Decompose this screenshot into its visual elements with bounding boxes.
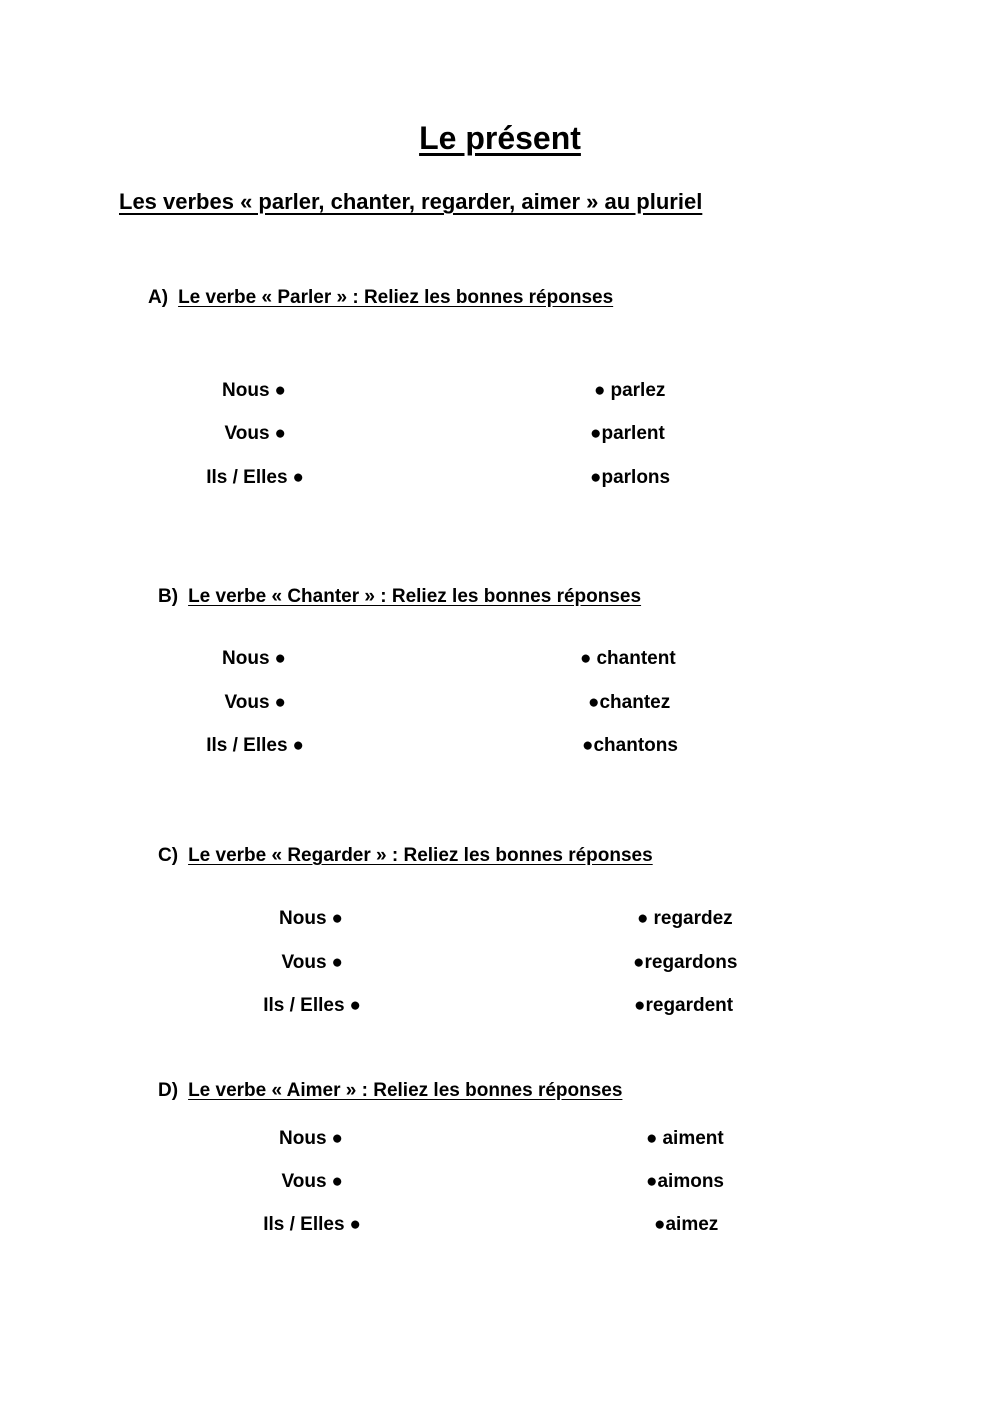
bullet-dot: ● — [582, 735, 594, 756]
answer-item[interactable] — [646, 1128, 724, 1150]
section-c-heading — [158, 845, 653, 867]
answer-label: aiment — [662, 1128, 724, 1149]
bullet-dot: ● — [646, 1171, 658, 1192]
bullet-dot: ● — [646, 1128, 658, 1149]
bullet-dot: ● — [274, 648, 286, 669]
answer-item[interactable] — [580, 648, 676, 670]
bullet-dot: ● — [633, 952, 645, 973]
answer-label: chantons — [593, 735, 678, 756]
answer-label: parlons — [601, 467, 671, 488]
page-title: Le présent — [419, 120, 581, 156]
bullet-dot: ● — [331, 1171, 343, 1192]
bullet-dot: ● — [637, 908, 649, 929]
answer-label: regardons — [644, 952, 738, 973]
section-letter: D) — [158, 1080, 179, 1101]
answer-label: regardent — [645, 995, 734, 1016]
answer-item[interactable] — [654, 1214, 718, 1236]
answer-label: aimez — [665, 1214, 719, 1235]
bullet-dot: ● — [594, 380, 606, 401]
pronoun-item[interactable] — [263, 1214, 361, 1236]
answer-item[interactable] — [590, 423, 665, 445]
answer-label: parlez — [610, 380, 666, 401]
section-heading-text: Le verbe « Chanter » : Reliez les bonnes réponses — [188, 586, 642, 607]
section-heading-text: Le verbe « Regarder » : Reliez les bonnes réponses — [188, 845, 653, 866]
section-d-heading — [158, 1080, 622, 1102]
bullet-dot: ● — [634, 995, 646, 1016]
pronoun-label: Nous — [279, 1128, 327, 1149]
bullet-dot: ● — [292, 735, 304, 756]
answer-item[interactable] — [582, 735, 678, 757]
pronoun-item[interactable] — [224, 423, 286, 445]
pronoun-item[interactable] — [281, 1171, 343, 1193]
pronoun-label: Vous — [224, 692, 270, 713]
answer-item[interactable] — [646, 1171, 724, 1193]
section-heading-text: Le verbe « Aimer » : Reliez les bonnes réponses — [188, 1080, 623, 1101]
bullet-dot: ● — [349, 995, 361, 1016]
answer-item[interactable] — [594, 380, 665, 402]
pronoun-label: Vous — [224, 423, 270, 444]
answer-label: chantent — [596, 648, 676, 669]
answer-item[interactable] — [590, 467, 670, 489]
section-heading-text: Le verbe « Parler » : Reliez les bonnes réponses — [178, 287, 614, 308]
pronoun-item[interactable] — [279, 1128, 343, 1150]
pronoun-item[interactable] — [222, 380, 286, 402]
section-a-heading — [148, 287, 613, 309]
pronoun-label: Nous — [222, 648, 270, 669]
pronoun-label: Ils / Elles — [263, 995, 345, 1016]
pronoun-item[interactable] — [224, 692, 286, 714]
pronoun-item[interactable] — [279, 908, 343, 930]
answer-item[interactable] — [588, 692, 670, 714]
answer-item[interactable] — [633, 952, 737, 974]
pronoun-label: Vous — [281, 952, 327, 973]
answer-label: regardez — [653, 908, 733, 929]
bullet-dot: ● — [331, 1128, 343, 1149]
pronoun-item[interactable] — [281, 952, 343, 974]
pronoun-label: Nous — [222, 380, 270, 401]
answer-label: chantez — [599, 692, 671, 713]
page-subtitle: Les verbes « parler, chanter, regarder, aimer » au pluriel — [119, 189, 703, 214]
pronoun-label: Nous — [279, 908, 327, 929]
pronoun-label: Ils / Elles — [206, 467, 288, 488]
bullet-dot: ● — [590, 423, 602, 444]
bullet-dot: ● — [580, 648, 592, 669]
pronoun-label: Ils / Elles — [263, 1214, 345, 1235]
answer-label: aimons — [657, 1171, 725, 1192]
pronoun-label: Vous — [281, 1171, 327, 1192]
pronoun-item[interactable] — [206, 467, 304, 489]
pronoun-item[interactable] — [263, 995, 361, 1017]
bullet-dot: ● — [274, 692, 286, 713]
answer-item[interactable] — [634, 995, 733, 1017]
answer-label: parlent — [601, 423, 665, 444]
bullet-dot: ● — [274, 423, 286, 444]
answer-item[interactable] — [637, 908, 733, 930]
pronoun-item[interactable] — [206, 735, 304, 757]
bullet-dot: ● — [292, 467, 304, 488]
bullet-dot: ● — [274, 380, 286, 401]
bullet-dot: ● — [654, 1214, 666, 1235]
section-letter: B) — [158, 586, 179, 607]
pronoun-item[interactable] — [222, 648, 286, 670]
bullet-dot: ● — [331, 952, 343, 973]
section-b-heading — [158, 586, 641, 608]
bullet-dot: ● — [590, 467, 602, 488]
section-letter: A) — [148, 287, 169, 308]
bullet-dot: ● — [349, 1214, 361, 1235]
bullet-dot: ● — [588, 692, 600, 713]
pronoun-label: Ils / Elles — [206, 735, 288, 756]
section-letter: C) — [158, 845, 179, 866]
bullet-dot: ● — [331, 908, 343, 929]
